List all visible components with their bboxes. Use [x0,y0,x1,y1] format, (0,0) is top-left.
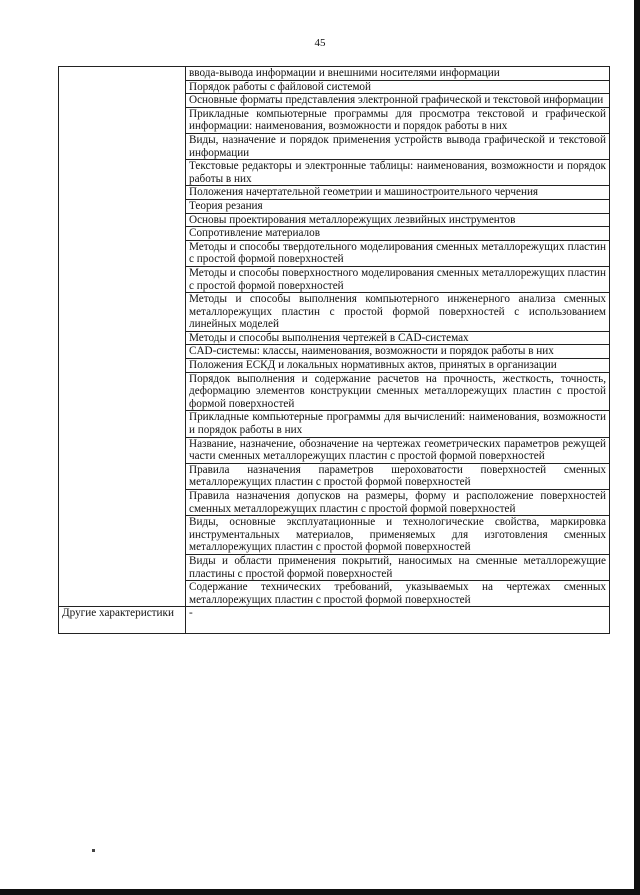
requirements-table-body [59,67,610,634]
knowledge-item: Правила назначения параметров шероховатости поверхностей сменных металлорежущих пластин с простой формой поверхностей [186,463,610,489]
knowledge-item: Прикладные компьютерные программы для вычислений: наименования, возможности и порядок работы в них [186,411,610,437]
knowledge-item: Теория резания [186,199,610,213]
knowledge-item: Виды и области применения покрытий, наносимых на сменные металлорежущие пластины с простой формой поверхностей [186,554,610,580]
scan-edge-bottom [0,889,640,895]
scan-speck [92,849,95,852]
knowledge-item: Порядок работы с файловой системой [186,80,610,94]
other-characteristics-label: Другие характеристики [59,607,186,634]
knowledge-item: Правила назначения допусков на размеры, форму и расположение поверхностей сменных металлорежущих пластин с простой формой поверхностей [186,490,610,516]
knowledge-item: Основы проектирования металлорежущих лезвийных инструментов [186,213,610,227]
knowledge-item: Содержание технических требований, указываемых на чертежах сменных металлорежущих пластин с простой формой поверхностей [186,581,610,607]
knowledge-item: Сопротивление материалов [186,227,610,241]
knowledge-item: CAD-системы: классы, наименования, возможности и порядок работы в них [186,345,610,359]
knowledge-item: Методы и способы выполнения компьютерного инженерного анализа сменных металлорежущих пластин с простой формой поверхностей с использованием линейных моделей [186,293,610,332]
knowledge-item: Виды, основные эксплуатационные и технологические свойства, маркировка инструментальных материалов, применяемых для изготовления сменных металлорежущих пластин с простой формой поверхностей [186,516,610,555]
scan-edge-right [634,0,640,895]
knowledge-item: ввода-вывода информации и внешними носителями информации [186,67,610,81]
knowledge-item: Основные форматы представления электронной графической и текстовой информации [186,94,610,108]
knowledge-item: Текстовые редакторы и электронные таблицы: наименования, возможности и порядок работы в них [186,160,610,186]
knowledge-item: Методы и способы поверхностного моделирования сменных металлорежущих пластин с простой формой поверхностей [186,266,610,292]
knowledge-item: Методы и способы твердотельного моделирования сменных металлорежущих пластин с простой формой поверхностей [186,240,610,266]
page-number: 45 [314,37,326,49]
requirements-table [58,66,610,634]
table-row [59,67,610,81]
other-characteristics-row [59,607,610,634]
knowledge-item: Методы и способы выполнения чертежей в CAD-системах [186,331,610,345]
knowledge-item: Виды, назначение и порядок применения устройств вывода графической и текстовой информации [186,133,610,159]
other-characteristics-value: - [186,607,610,634]
knowledge-item: Положения начертательной геометрии и машиностроительного черчения [186,186,610,200]
knowledge-item: Положения ЕСКД и локальных нормативных актов, принятых в организации [186,359,610,373]
knowledge-item: Прикладные компьютерные программы для просмотра текстовой и графической информации: наименования, возможности и порядок работы в них [186,107,610,133]
knowledge-item: Порядок выполнения и содержание расчетов на прочность, жесткость, точность, деформацию элементов конструкции сменных металлорежущих пластин с простой формой поверхностей [186,372,610,411]
knowledge-item: Название, назначение, обозначение на чертежах геометрических параметров режущей части сменных металлорежущих пластин с простой формой поверхностей [186,437,610,463]
knowledge-label-cell [59,67,186,607]
